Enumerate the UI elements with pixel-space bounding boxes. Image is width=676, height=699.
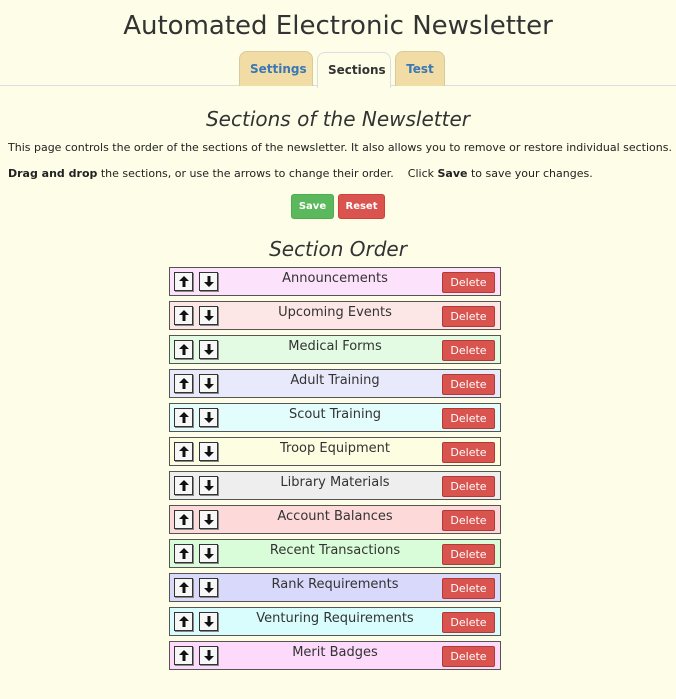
section-row[interactable]	[169, 437, 501, 466]
section-row[interactable]	[169, 369, 501, 398]
section-row[interactable]	[169, 471, 501, 500]
move-up-arrow-icon[interactable]	[174, 374, 193, 393]
section-label: Venturing Requirements	[256, 611, 414, 626]
move-up-arrow-icon[interactable]	[174, 442, 193, 461]
section-row[interactable]	[169, 641, 501, 670]
save-button[interactable]: Save	[291, 194, 334, 219]
move-down-arrow-icon[interactable]	[199, 646, 218, 665]
section-row[interactable]	[169, 403, 501, 432]
app-title: Automated Electronic Newsletter	[123, 11, 553, 41]
page-heading: Sections of the Newsletter	[205, 107, 470, 131]
move-down-arrow-icon[interactable]	[199, 272, 218, 291]
move-up-arrow-icon[interactable]	[174, 544, 193, 563]
move-down-arrow-icon[interactable]	[199, 544, 218, 563]
delete-button[interactable]: Delete	[442, 340, 495, 361]
section-row[interactable]	[169, 505, 501, 534]
move-down-arrow-icon[interactable]	[199, 340, 218, 359]
move-up-arrow-icon[interactable]	[174, 646, 193, 665]
move-down-arrow-icon[interactable]	[199, 476, 218, 495]
move-up-arrow-icon[interactable]	[174, 510, 193, 529]
move-down-arrow-icon[interactable]	[199, 442, 218, 461]
move-up-arrow-icon[interactable]	[174, 340, 193, 359]
instructions-end: to save your changes.	[467, 167, 593, 180]
section-row[interactable]	[169, 539, 501, 568]
delete-button[interactable]: Delete	[442, 374, 495, 395]
delete-button[interactable]: Delete	[442, 646, 495, 667]
move-down-arrow-icon[interactable]	[199, 510, 218, 529]
section-label: Merit Badges	[292, 645, 378, 660]
reset-button[interactable]: Reset	[338, 194, 385, 219]
move-down-arrow-icon[interactable]	[199, 374, 218, 393]
section-label: Rank Requirements	[271, 577, 399, 592]
section-label: Adult Training	[290, 373, 380, 388]
tab-bar	[0, 42, 676, 86]
delete-button[interactable]: Delete	[442, 510, 495, 531]
move-down-arrow-icon[interactable]	[199, 408, 218, 427]
delete-button[interactable]: Delete	[442, 476, 495, 497]
section-label: Account Balances	[277, 509, 393, 524]
section-order-heading: Section Order	[269, 237, 407, 261]
section-list	[169, 265, 501, 670]
move-up-arrow-icon[interactable]	[174, 408, 193, 427]
move-down-arrow-icon[interactable]	[199, 612, 218, 631]
move-up-arrow-icon[interactable]	[174, 578, 193, 597]
instructions-bold-drag: Drag and drop	[8, 167, 98, 180]
section-label: Library Materials	[280, 475, 390, 490]
section-row[interactable]	[169, 335, 501, 364]
section-row[interactable]	[169, 607, 501, 636]
instructions-middle: the sections, or use the arrows to change their order. Click	[97, 167, 438, 180]
delete-button[interactable]: Delete	[442, 612, 495, 633]
delete-button[interactable]: Delete	[442, 408, 495, 429]
section-label: Recent Transactions	[269, 543, 401, 558]
move-up-arrow-icon[interactable]	[174, 306, 193, 325]
section-row[interactable]	[169, 267, 501, 296]
move-down-arrow-icon[interactable]	[199, 306, 218, 325]
move-up-arrow-icon[interactable]	[174, 612, 193, 631]
instructions-text	[8, 166, 676, 182]
section-row[interactable]	[169, 301, 501, 330]
delete-button[interactable]: Delete	[442, 442, 495, 463]
section-label: Troop Equipment	[280, 441, 390, 456]
section-label: Announcements	[282, 271, 388, 286]
delete-button[interactable]: Delete	[442, 272, 495, 293]
instructions-bold-save: Save	[437, 167, 468, 180]
section-label: Upcoming Events	[278, 305, 392, 320]
section-label: Medical Forms	[288, 339, 382, 354]
section-label: Scout Training	[288, 407, 382, 422]
delete-button[interactable]: Delete	[442, 544, 495, 565]
tab-sections[interactable]: Sections	[317, 52, 391, 88]
move-up-arrow-icon[interactable]	[174, 476, 193, 495]
move-down-arrow-icon[interactable]	[199, 578, 218, 597]
action-buttons	[0, 194, 676, 219]
delete-button[interactable]: Delete	[442, 306, 495, 327]
tab-test[interactable]: Test	[395, 51, 445, 86]
delete-button[interactable]: Delete	[442, 578, 495, 599]
tab-settings[interactable]: Settings	[239, 51, 313, 86]
section-row[interactable]	[169, 573, 501, 602]
move-up-arrow-icon[interactable]	[174, 272, 193, 291]
description-text: This page controls the order of the sections of the newsletter. It also allows you to remove or restore individual sections.	[8, 141, 672, 154]
